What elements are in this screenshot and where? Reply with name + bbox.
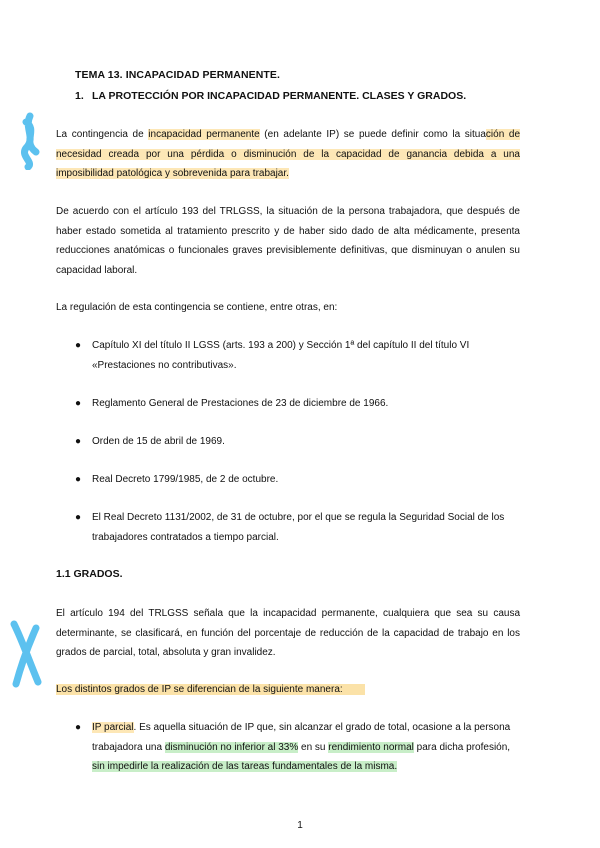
highlight-definition: ción de necesidad creada por una pérdida o disminución de la capacidad de ganancia debida a una imposibilidad patológica y sobrevenida para trabajar. <box>56 129 521 179</box>
paragraph-definition <box>56 125 520 184</box>
paragraph-regulation: La regulación de esta contingencia se contiene, entre otras, en: <box>56 302 338 313</box>
page-number: 1 <box>297 820 303 831</box>
section-heading <box>75 90 466 102</box>
highlight-rendimiento: rendimiento normal <box>328 741 414 753</box>
list-item-text: Orden de 15 de abril de 1969. <box>92 436 225 447</box>
blue-pen-mark-bottom <box>6 618 46 690</box>
bullet-icon: ● <box>75 436 82 447</box>
text-span: en su <box>298 741 329 753</box>
bullet-icon: ● <box>75 722 82 733</box>
highlight-disminucion: disminución no inferior al 33% <box>164 741 299 753</box>
ip-parcial-text <box>92 718 522 777</box>
bullet-icon: ● <box>75 512 82 523</box>
bullet-icon: ● <box>75 340 82 351</box>
highlight-ip-parcial: IP parcial <box>92 722 134 733</box>
list-item-text: Real Decreto 1799/1985, de 2 de octubre. <box>92 474 279 485</box>
section-number: 1. <box>75 90 84 102</box>
highlight-grades-intro: Los distintos grados de IP se diferencian de la siguiente manera: <box>56 684 365 695</box>
section-title: LA PROTECCIÓN POR INCAPACIDAD PERMANENTE. CLASES Y GRADOS. <box>92 90 467 102</box>
bullet-icon: ● <box>75 474 82 485</box>
text-span: . Es aquella situación de IP que, sin alcanzar el grado de total, ocasione a la persona trabajadora una <box>92 722 511 753</box>
highlight-incapacidad: incapacidad permanente <box>148 129 260 140</box>
highlight-tareas: sin impedirle la realización de las tareas fundamentales de la misma. <box>92 761 398 772</box>
text-span: (en adelante IP) se puede definir como la situa <box>259 129 486 140</box>
paragraph-article-193: De acuerdo con el artículo 193 del TRLGSS, la situación de la persona trabajadora, que después de haber estado sometida al tratamiento prescrito y de haber sido dado de alta médicamente, presenta reducciones anatómicas o funcionales graves previsiblemente definitivas, que disminuyan o anulen su capacidad laboral. <box>56 206 520 276</box>
subsection-heading: 1.1 GRADOS. <box>56 568 123 580</box>
text-span: La contingencia de <box>56 129 149 140</box>
document-title: TEMA 13. INCAPACIDAD PERMANENTE. <box>75 69 281 81</box>
list-item-text: Capítulo XI del título II LGSS (arts. 193 a 200) y Sección 1ª del capítulo II del título VI «Prestaciones no contributivas». <box>92 340 470 371</box>
paragraph-grades-intro <box>56 680 520 700</box>
blue-pen-mark-top <box>16 112 46 170</box>
bullet-icon: ● <box>75 398 82 409</box>
paragraph-article-194: El artículo 194 del TRLGSS señala que la incapacidad permanente, cualquiera que sea su causa determinante, se clasificará, en función del porcentaje de reducción de la capacidad de trabajo en los grados de parcial, total, absoluta y gran invalidez. <box>56 608 520 658</box>
text-span: para dicha profesión, <box>413 741 511 753</box>
list-item-text: Reglamento General de Prestaciones de 23 de diciembre de 1966. <box>92 398 389 409</box>
list-item-text: El Real Decreto 1131/2002, de 31 de octubre, por el que se regula la Seguridad Social de los trabajadores contratados a tiempo parcial. <box>92 512 505 543</box>
